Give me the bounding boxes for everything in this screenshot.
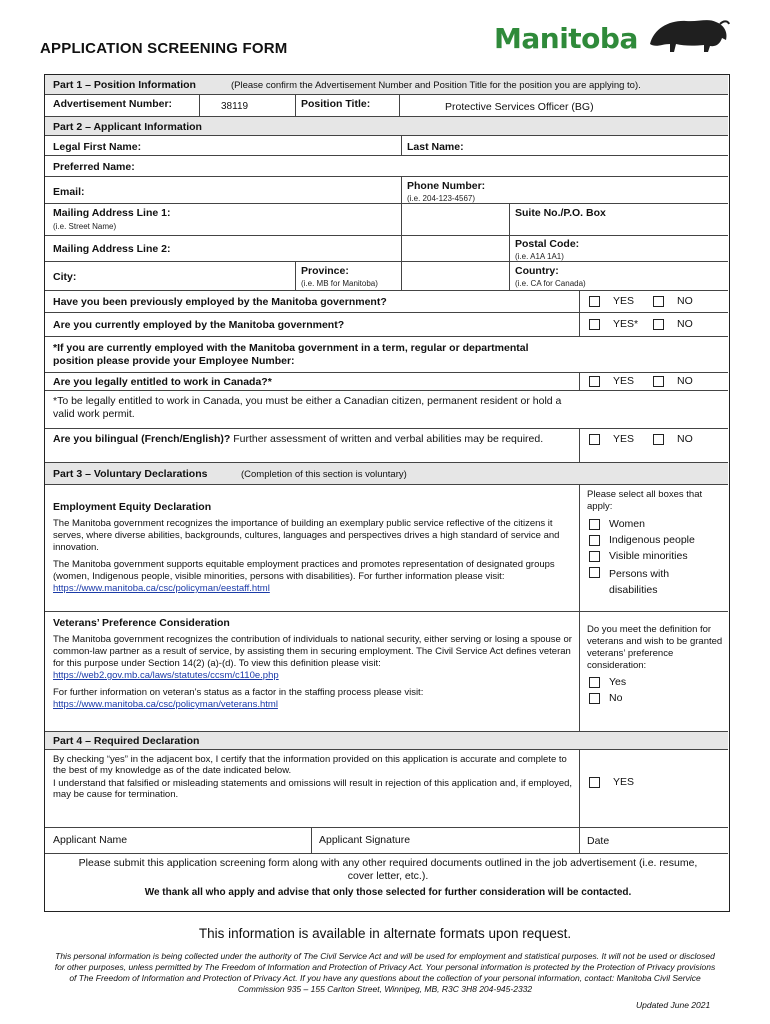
ee-paragraph-2-text: The Manitoba government supports equitable employment practices and promotes representation of designated groups (women, Indigenous people, visible minorities, persons with disabilities). For further information please visit: [53,559,555,582]
entitled-question: Are you legally entitled to work in Canada?* [53,376,272,388]
bilingual-question [53,433,575,446]
prev-employed-no-checkbox[interactable] [653,296,664,307]
preferred-name-field[interactable]: Preferred Name: [53,161,135,173]
visible-minorities-label: Visible minorities [609,550,688,562]
disabilities-checkbox[interactable] [589,567,600,578]
declaration-row [45,750,728,828]
privacy-notice: This personal information is being collected under the authority of The Civil Service Act and will be used for employment and statistical purposes. It will not be used or disclosed for other purposes, unless permitted by The Freedom of Information and Protection of Privacy Act. Your personal information is protected by the Protection of Privacy provisions of The Freedom of Information and Protection of Privacy Act. If you have any questions about the collection of your personal information, contact: Manitoba Civil Service Commission 935 – 155 Carlton Street, Winnipeg, MB, R3C 3H8 204-945-2332 [54,951,716,994]
bilingual-row [45,429,728,463]
prev-employed-question: Have you been previously employed by the Manitoba government? [53,296,387,308]
application-form [44,74,730,912]
form-title: APPLICATION SCREENING FORM [40,40,288,57]
yes-star-label: YES* [613,318,639,330]
email-row [45,177,728,204]
position-title-label: Position Title: [301,98,371,110]
women-checkbox[interactable] [589,519,600,530]
country-hint: (i.e. CA for Canada) [515,279,586,288]
declaration-yes-checkbox[interactable] [589,777,600,788]
curr-employed-question: Are you currently employed by the Manitoba government? [53,319,345,331]
part2-header [45,117,728,136]
select-all-note: Please select all boxes that apply: [587,489,703,512]
no-label: NO [677,295,693,307]
vet-link-2[interactable]: https://www.manitoba.ca/csc/policyman/veterans.html [53,699,278,710]
declaration-paragraph-1: By checking “yes” in the adjacent box, I certify that the information provided on this application is accurate and complete to the best of my knowledge as of the date indicated below. [53,754,567,776]
disabilities-label: Persons with disabilities [609,568,670,596]
vet-yes-label: Yes [609,676,627,688]
ee-title: Employment Equity Declaration [53,501,212,513]
city-row [45,262,728,291]
curr-employed-no-checkbox[interactable] [653,319,664,330]
declaration-paragraph-2: I understand that falsified or misleading statements and omissions will result in rejection of this application and, if employed, may be cause for termination. [53,778,573,800]
ad-number-label: Advertisement Number: [53,98,173,110]
vet-link-1[interactable]: https://web2.gov.mb.ca/laws/statutes/ccsm/c110e.php [53,670,279,681]
indigenous-label: Indigenous people [609,534,695,546]
part3-title: Part 3 – Voluntary Declarations [53,468,208,480]
country-field[interactable]: Country: [515,265,559,277]
bilingual-note: Further assessment of written and verbal abilities may be required. [230,433,544,445]
employment-equity-section [45,485,728,612]
entitled-note-row [45,391,728,429]
part1-title: Part 1 – Position Information [53,79,196,91]
phone-number-field[interactable]: Phone Number: [407,180,486,192]
part2-title: Part 2 – Applicant Information [53,121,202,133]
mailing2-row [45,236,728,262]
vet-paragraph-1-text: The Manitoba government recognizes the contribution of individuals to national security, either serving or losing a spouse or common-law partner as a result of service, by assisting them in securing employment. The Civil Service Act defines veteran for this purpose under Section 14(2) (a)-(d). To view this definition please visit: [53,634,572,669]
vet-question: Do you meet the definition for veterans and wish to be granted veterans’ preference consideration: [587,624,723,671]
vet-title: Veterans’ Preference Consideration [53,617,230,629]
vet-no-checkbox[interactable] [589,693,600,704]
name-row [45,136,728,156]
part3-note: (Completion of this section is voluntary) [241,469,407,480]
mailing-address-1-field[interactable]: Mailing Address Line 1: [53,207,171,219]
updated-date: Updated June 2021 [636,1000,711,1010]
visible-minorities-checkbox[interactable] [589,551,600,562]
postal-hint: (i.e. A1A 1A1) [515,252,564,261]
vet-paragraph-1 [53,634,575,682]
email-field[interactable]: Email: [53,186,85,198]
postal-code-field[interactable]: Postal Code: [515,238,580,250]
women-label: Women [609,518,645,530]
submit-note: Please submit this application screening form along with any other required documents outlined in the job advertisement (i.e. resume, cover letter, etc.). [78,857,698,882]
mailing1-hint: (i.e. Street Name) [53,222,117,231]
applicant-signature-field[interactable]: Applicant Signature [319,834,411,846]
vet-yes-checkbox[interactable] [589,677,600,688]
bilingual-question-bold: Are you bilingual (French/English)? [53,433,231,445]
phone-hint: (i.e. 204-123-4567) [407,194,476,203]
province-field[interactable]: Province: [301,265,349,277]
signature-row [45,828,728,854]
prev-employed-yes-checkbox[interactable] [589,296,600,307]
ee-paragraph-2 [53,559,573,595]
part3-header [45,463,728,485]
alternate-formats-note: This information is available in alternate formats upon request. [198,926,572,941]
suite-field[interactable]: Suite No./P.O. Box [515,207,606,219]
employee-number-field[interactable]: *If you are currently employed with the Manitoba government in a term, regular or departmental position please provide your Employee Number: [53,342,529,367]
vet-no-label: No [609,692,623,704]
ad-number-field[interactable]: 38119 [221,101,249,112]
yes-label: YES [613,295,635,307]
date-field[interactable]: Date [587,835,610,847]
applicant-name-field[interactable]: Applicant Name [53,834,128,846]
ee-link[interactable]: https://www.manitoba.ca/csc/policyman/eestaff.html [53,583,270,594]
curr-employed-yes-checkbox[interactable] [589,319,600,330]
employee-number-row [45,337,728,373]
vet-paragraph-2: For further information on veteran’s status as a factor in the staffing process please visit: [53,687,424,698]
part1-note: (Please confirm the Advertisement Number and Position Title for the position you are applying to). [231,80,641,91]
position-title-field[interactable]: Protective Services Officer (BG) [445,101,594,113]
ee-paragraph-1: The Manitoba government recognizes the importance of building an exemplary public service reflective of the citizens it serves, where diverse abilities, backgrounds, cultures, languages and perspectives drives a high standard of service and innovation. [53,518,560,553]
part4-title: Part 4 – Required Declaration [53,735,200,747]
entitled-no-checkbox[interactable] [653,376,664,387]
mailing-address-2-field[interactable]: Mailing Address Line 2: [53,243,171,255]
bilingual-yes-checkbox[interactable] [589,434,600,445]
entitled-row [45,373,728,391]
no-label: NO [677,318,693,330]
last-name-field[interactable]: Last Name: [407,141,464,153]
no-label: NO [677,375,693,387]
preferred-name-row [45,156,728,177]
thanks-note: We thank all who apply and advise that only those selected for further consideration will be contacted. [144,887,632,898]
legal-first-name-field[interactable]: Legal First Name: [53,141,142,153]
bilingual-no-checkbox[interactable] [653,434,664,445]
manitoba-logo [494,14,730,58]
yes-label: YES [613,433,635,445]
logo-wordmark: Manitoba [494,22,638,55]
entitled-note: *To be legally entitled to work in Canada, you must be either a Canadian citizen, permanent resident or hold a valid work permit. [53,395,562,420]
city-field[interactable]: City: [53,271,77,283]
part1-header [45,75,728,95]
prev-employed-row [45,291,728,313]
indigenous-checkbox[interactable] [589,535,600,546]
entitled-yes-checkbox[interactable] [589,376,600,387]
no-label: NO [677,433,693,445]
declaration-yes-label: YES [613,776,635,788]
veterans-section [45,612,728,732]
bison-icon [646,14,730,54]
province-hint: (i.e. MB for Manitoba) [301,279,378,288]
mailing1-row [45,204,728,236]
part4-header [45,732,728,750]
part1-fields [45,95,728,117]
curr-employed-row [45,313,728,337]
yes-label: YES [613,375,635,387]
